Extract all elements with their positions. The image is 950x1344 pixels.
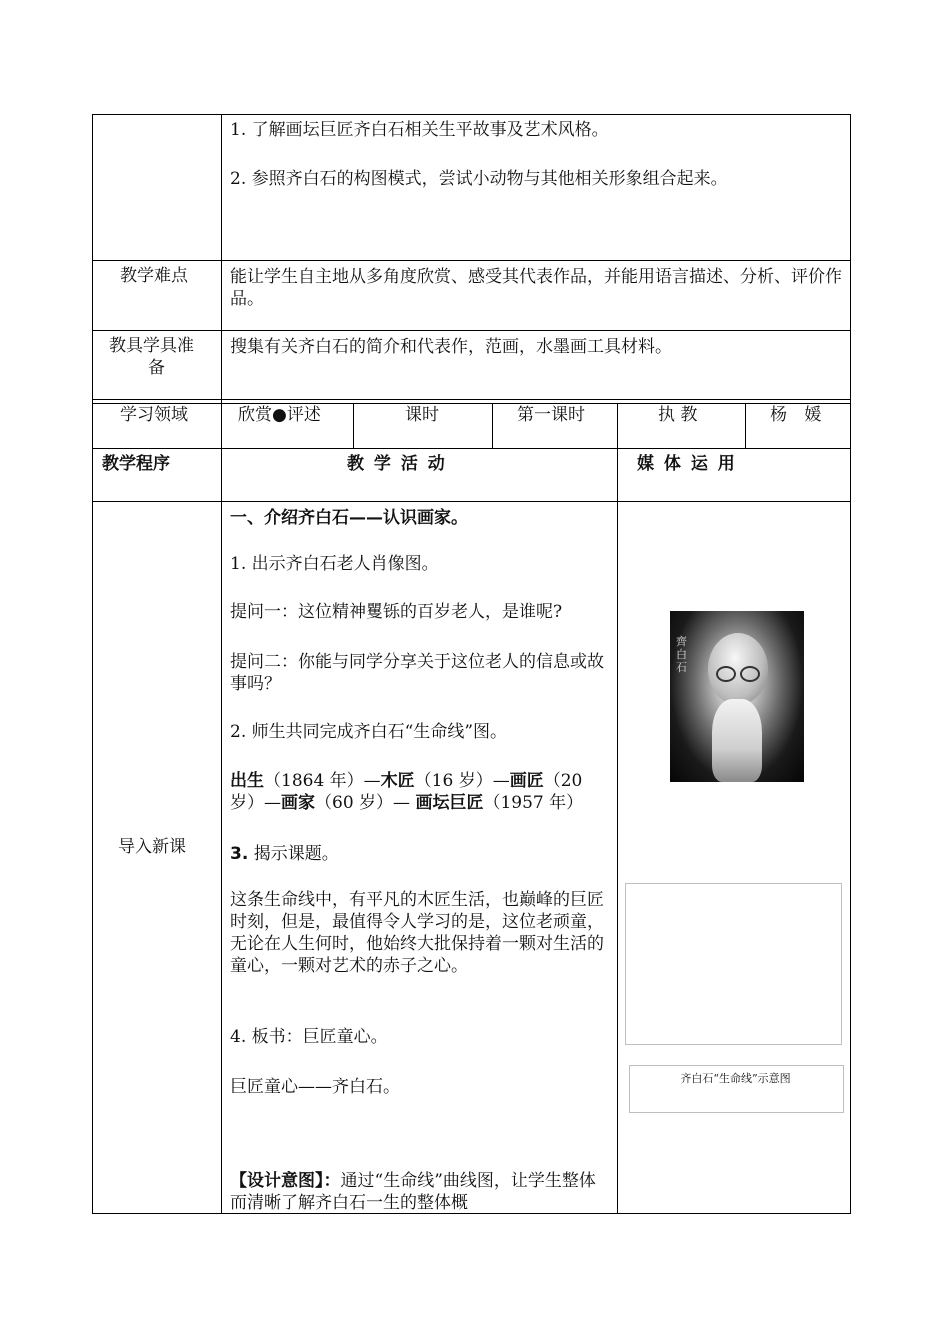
row-divider	[92, 260, 851, 261]
lifeline-stage: 木匠	[380, 771, 415, 791]
row-divider	[92, 399, 851, 400]
objective-item-2: 2. 参照齐白石的构图模式，尝试小动物与其他相关形象组合起来。	[230, 169, 728, 189]
lifeline-text	[230, 770, 610, 814]
tools-label-line1: 教具学具准	[109, 336, 194, 356]
step-4: 4. 板书：巨匠童心。	[230, 1027, 388, 1047]
tools-label-line2: 备	[148, 358, 165, 378]
question-2: 提问二：你能与同学分享关于这位老人的信息或故事吗？	[230, 652, 604, 694]
question-1: 提问一：这位精神矍铄的百岁老人，是谁呢?	[230, 602, 563, 622]
lifeline-date: （20 岁）—	[230, 771, 583, 813]
lifeline-stage: 画匠	[509, 771, 544, 791]
row-divider	[92, 448, 851, 449]
header-media: 媒 体 运 用	[637, 454, 737, 474]
lifeline-date: （16 岁）—	[414, 771, 510, 791]
teacher-label: 执 教	[658, 405, 698, 425]
lifeline-date: （1864 年）—	[264, 771, 381, 791]
portrait-beard	[712, 699, 762, 782]
table-border-top	[92, 114, 851, 115]
portrait-glasses	[714, 666, 760, 680]
difficulty-text: 能让学生自主地从多角度欣赏、感受其代表作品，并能用语言描述、分析、评价作品。	[230, 267, 842, 309]
col-divider-info	[492, 403, 493, 449]
col-divider-info	[617, 403, 618, 449]
field-label: 学习领域	[120, 405, 188, 425]
col-divider-1	[221, 114, 222, 1214]
design-intent-label: 【设计意图】：	[230, 1171, 341, 1191]
teacher-name: 杨 媛	[770, 405, 828, 425]
period-label: 课时	[405, 405, 439, 425]
step-1: 1. 出示齐白石老人肖像图。	[230, 554, 439, 574]
lifeline-diagram-placeholder	[625, 883, 842, 1045]
step-2: 2. 师生共同完成齐白石“生命线”图。	[230, 722, 508, 742]
step-3-number: 3.	[230, 844, 249, 864]
qi-baishi-portrait	[670, 611, 804, 782]
lifeline-paragraph: 这条生命线中，有平凡的木匠生活，也巅峰的巨匠时刻，但是，最值得令人学习的是，这位老顽童，无论在人生何时，他始终大批保持着一颗对生活的童心，一颗对艺术的赤子之心。	[230, 890, 604, 976]
objective-item-1: 1. 了解画坛巨匠齐白石相关生平故事及艺术风格。	[230, 120, 609, 140]
tools-text: 搜集有关齐白石的简介和代表作，范画，水墨画工具材料。	[230, 337, 672, 357]
section-label: 导入新课	[118, 837, 186, 857]
col-divider-media	[617, 448, 618, 1214]
difficulty-label: 教学难点	[120, 266, 188, 286]
lifeline-date: （60 岁）—	[315, 793, 416, 813]
row-divider	[92, 501, 851, 502]
field-value: 欣赏●评述	[238, 405, 321, 425]
table-border-left	[92, 114, 93, 1214]
table-border-right	[850, 114, 851, 1214]
design-intent	[230, 1170, 610, 1214]
lifeline-stage: 画坛巨匠	[415, 793, 484, 813]
header-procedure: 教学程序	[102, 454, 170, 474]
header-activity: 教 学 活 动	[347, 454, 447, 474]
col-divider-info	[745, 403, 746, 449]
row-divider	[92, 330, 851, 331]
period-value: 第一课时	[517, 405, 585, 425]
lifeline-stage: 出生	[230, 771, 264, 791]
design-intent-text: 通过“生命线”曲线图，让学生整体而清晰了解齐白石一生的整体概	[230, 1171, 596, 1213]
portrait-signature: 齊白石	[676, 635, 687, 674]
lifeline-stage: 画家	[281, 793, 315, 813]
col-divider-info	[353, 403, 354, 449]
step-3	[230, 843, 339, 865]
lifeline-caption: 齐白石“生命线”示意图	[680, 1072, 791, 1085]
step-3-text: 揭示课题。	[248, 844, 339, 864]
row-divider	[92, 403, 851, 404]
section-heading: 一、介绍齐白石——认识画家。	[230, 508, 468, 528]
lifeline-date: （1957 年）	[483, 793, 584, 813]
board-text: 巨匠童心——齐白石。	[230, 1077, 400, 1097]
